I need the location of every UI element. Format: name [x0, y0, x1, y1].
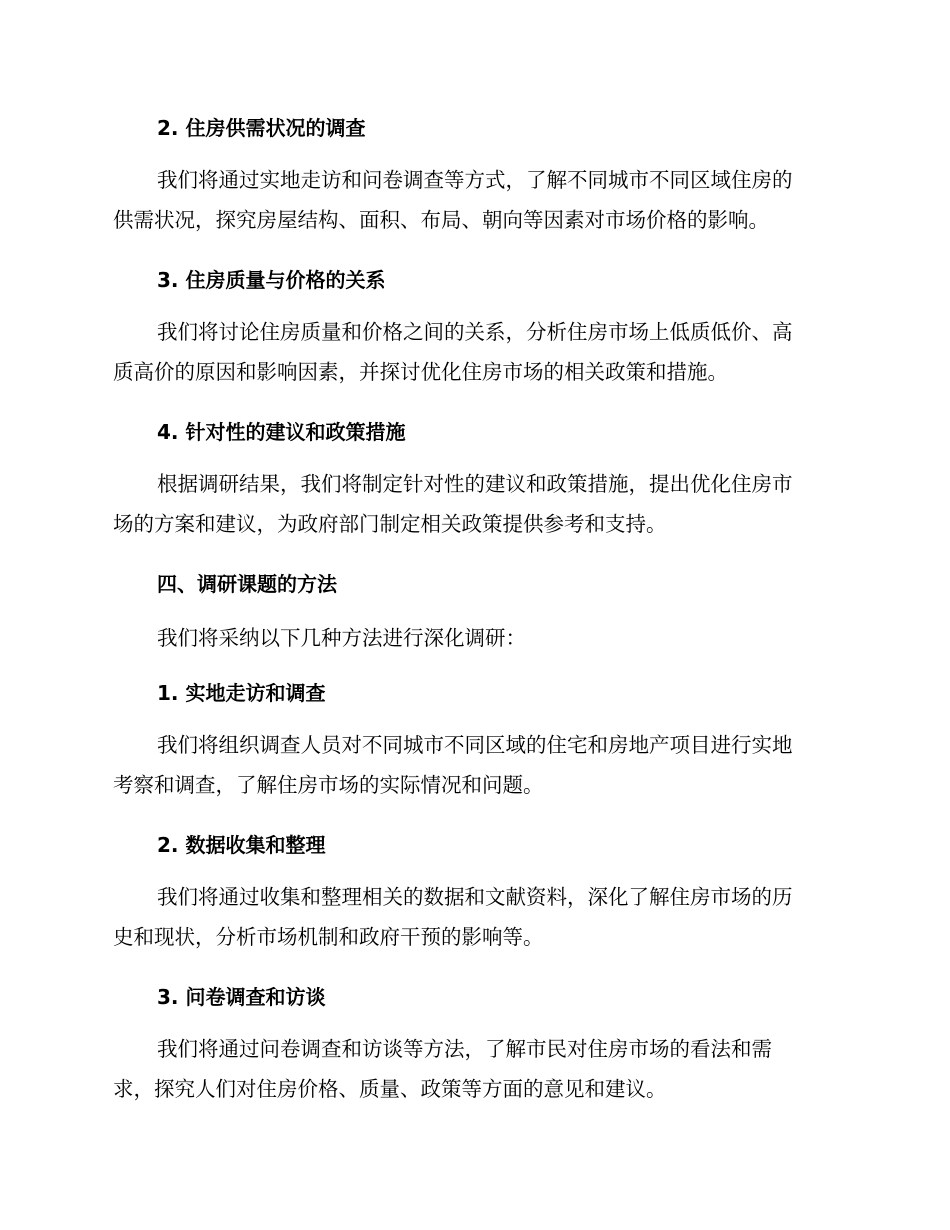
- paragraph-line: 史和现状，分析市场机制和政府干预的影响等。: [113, 925, 544, 949]
- section-heading-supply-demand: 2. 住房供需状况的调查: [157, 116, 366, 140]
- paragraph-line: 我们将通过收集和整理相关的数据和文献资料，深化了解住房市场的历: [157, 885, 793, 909]
- chapter-heading-methods: 四、调研课题的方法: [157, 572, 337, 596]
- paragraph-line: 我们将讨论住房质量和价格之间的关系，分析住房市场上低质低价、高: [157, 320, 793, 344]
- method-heading-data-collection: 2. 数据收集和整理: [157, 833, 326, 857]
- method-paragraph-questionnaire: [113, 1029, 835, 1109]
- paragraph-line: 考察和调查，了解住房市场的实际情况和问题。: [113, 773, 544, 797]
- section-paragraph-policy: [113, 464, 835, 544]
- paragraph-line: 场的方案和建议，为政府部门制定相关政策提供参考和支持。: [113, 512, 667, 536]
- paragraph-line: 求，探究人们对住房价格、质量、政策等方面的意见和建议。: [113, 1077, 667, 1101]
- paragraph-line: 我们将通过问卷调查和访谈等方法，了解市民对住房市场的看法和需: [157, 1037, 772, 1061]
- paragraph-line: 质高价的原因和影响因素，并探讨优化住房市场的相关政策和措施。: [113, 360, 728, 384]
- paragraph-line: 供需状况，探究房屋结构、面积、布局、朝向等因素对市场价格的影响。: [113, 208, 769, 232]
- paragraph-line: 我们将组织调查人员对不同城市不同区域的住宅和房地产项目进行实地: [157, 733, 793, 757]
- section-paragraph-supply-demand: [113, 160, 835, 240]
- section-heading-quality-price: 3. 住房质量与价格的关系: [157, 268, 386, 292]
- section-paragraph-quality-price: [113, 312, 835, 392]
- chapter-intro: 我们将采纳以下几种方法进行深化调研：: [157, 626, 526, 650]
- method-paragraph-field-survey: [113, 725, 835, 805]
- method-heading-questionnaire: 3. 问卷调查和访谈: [157, 985, 326, 1009]
- paragraph-line: 我们将通过实地走访和问卷调查等方式，了解不同城市不同区域住房的: [157, 168, 793, 192]
- method-heading-field-survey: 1. 实地走访和调查: [157, 681, 326, 705]
- method-paragraph-data-collection: [113, 877, 835, 957]
- section-heading-policy: 4. 针对性的建议和政策措施: [157, 420, 406, 444]
- paragraph-line: 根据调研结果，我们将制定针对性的建议和政策措施，提出优化住房市: [157, 472, 793, 496]
